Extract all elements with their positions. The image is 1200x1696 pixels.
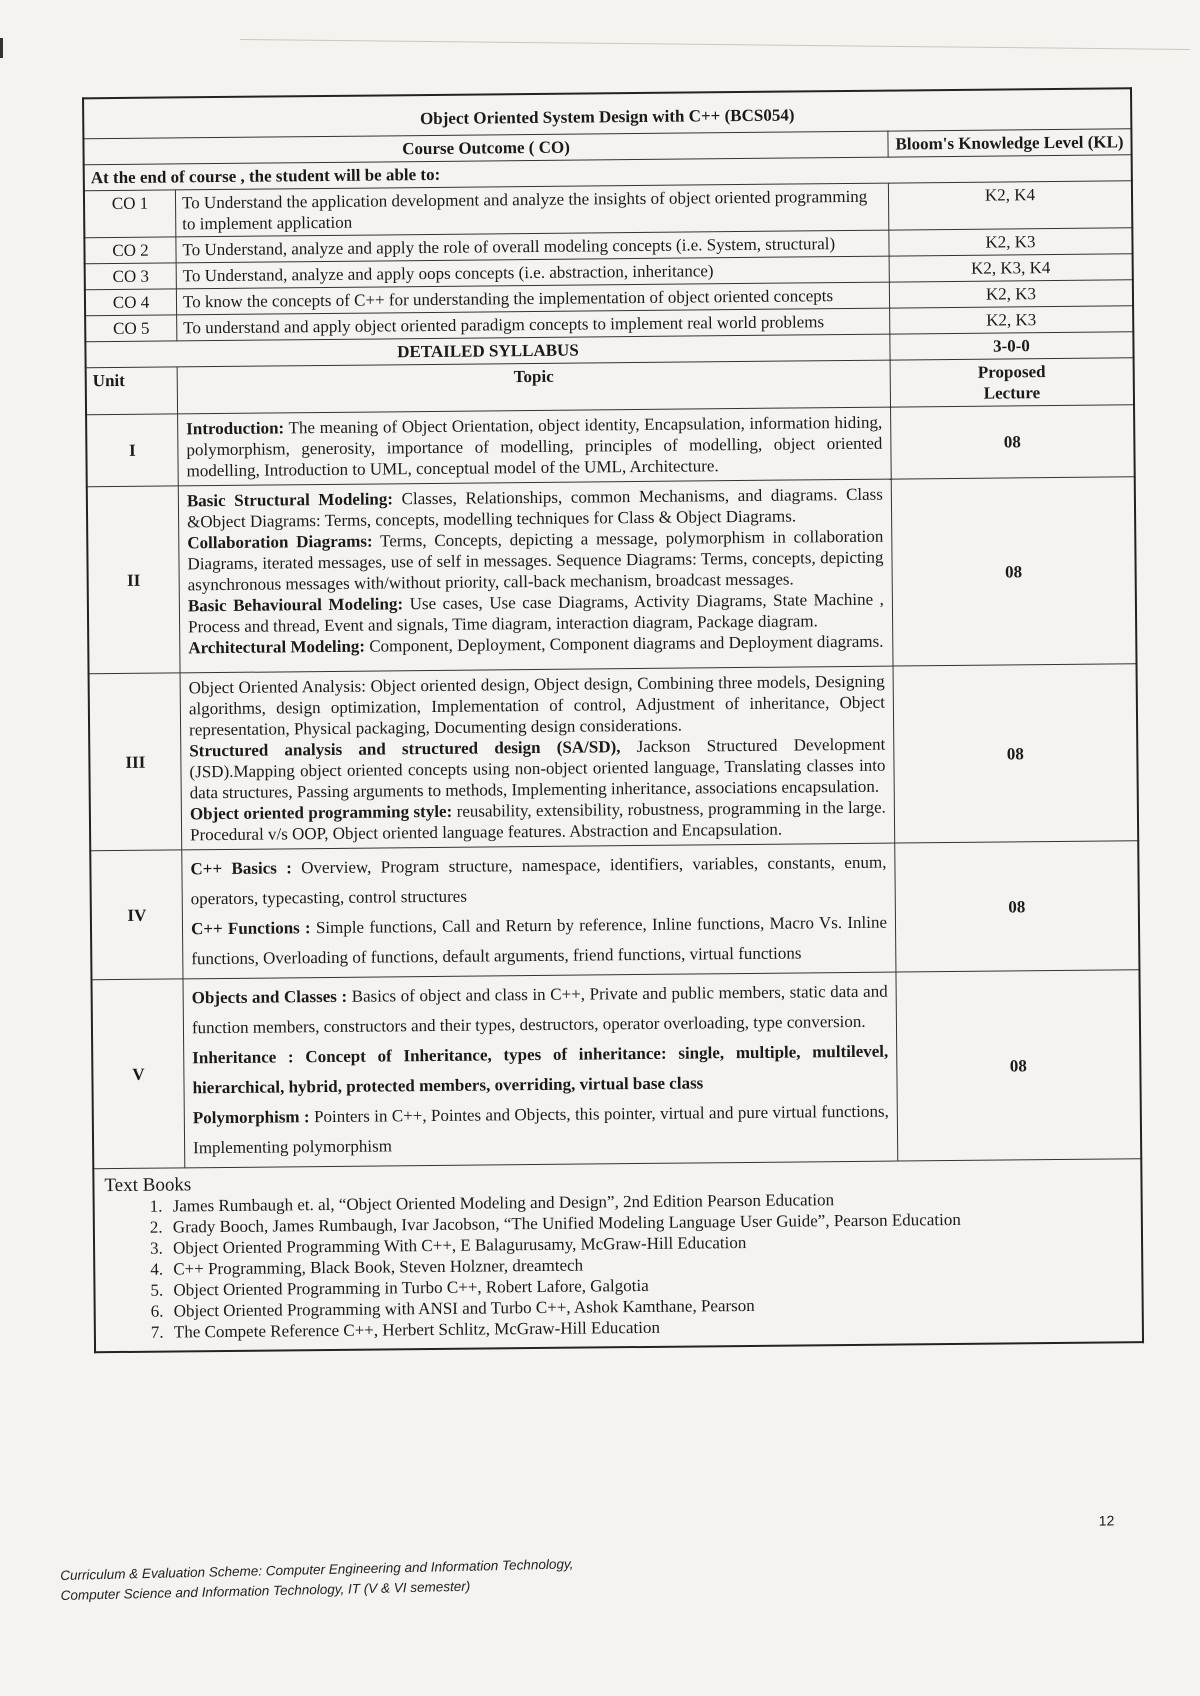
syllabus-page	[82, 87, 1200, 1548]
co-intro: At the end of course , the student will be able to:	[84, 155, 1132, 191]
unit-topic	[183, 972, 898, 1168]
scan-edge-mark	[0, 38, 3, 58]
unit-number: II	[87, 486, 180, 674]
lecture-header-line1: Proposed	[977, 362, 1046, 382]
unit-number: III	[89, 673, 182, 851]
text-books-section	[93, 1159, 1143, 1353]
unit-lectures: 08	[891, 405, 1135, 479]
topic-text: Object Oriented Analysis: Object oriented design, Object design, Combining three models, Designing algorithms, design optimization, Implementation of control, Adjustment of inheritance, Object representation, Physical packaging, Documenting design considerations.	[188, 671, 885, 740]
unit-topic	[182, 843, 896, 979]
topic-text: Pointers in C++, Pointes and Objects, this pointer, virtual and pure virtual functions, Implementing polymorphism	[193, 1101, 889, 1158]
page-footer	[60, 1554, 574, 1606]
unit-number: V	[91, 979, 184, 1169]
text-book-item: 1. James Rumbaugh et. al, “Object Oriented Modeling and Design”, 2nd Edition Pearson Education	[167, 1186, 1131, 1216]
topic-heading: Basic Behavioural Modeling:	[187, 594, 404, 616]
topic-text: Terms, Concepts, depicting a message, polymorphism in collaboration Diagrams, iterated messages, use of self in messages. Sequence Diagrams: Terms, concepts, depicting asynchronous messages with/without priority, call-back mechanism, broadcast messages.	[187, 526, 884, 595]
topic-text: Component, Deployment, Component diagrams and Deployment diagrams.	[364, 631, 884, 656]
topic-heading: Inheritance : Concept of Inheritance, types of inheritance: single, multiple, multilevel, hierarchical, hybrid, protected members, overriding, virtual base class	[192, 1041, 889, 1098]
lecture-header-line2: Lecture	[983, 383, 1041, 403]
lecture-column-header	[890, 358, 1134, 407]
topic-heading: Polymorphism :	[192, 1107, 310, 1128]
unit-topic	[180, 666, 895, 850]
detailed-syllabus-title: DETAILED SYLLABUS	[85, 334, 890, 368]
topic-heading: Structured analysis and structured design (SA/SD),	[189, 737, 621, 761]
outcome-kl: K2, K3	[890, 306, 1134, 334]
course-outcome-header: Course Outcome ( CO)	[83, 131, 888, 165]
ltp-value: 3-0-0	[890, 332, 1134, 360]
outcome-kl: K2, K3	[889, 228, 1133, 256]
course-title: Object Oriented System Design with C++ (BCS054)	[83, 88, 1131, 139]
outcome-id: CO 1	[84, 190, 176, 238]
topic-heading: Objects and Classes :	[191, 986, 348, 1008]
unit-row-2	[87, 477, 1137, 674]
text-books-list	[105, 1186, 1132, 1343]
unit-row-3	[89, 664, 1139, 851]
syllabus-table	[82, 87, 1144, 1353]
unit-number: I	[86, 414, 178, 487]
unit-lectures: 08	[895, 841, 1140, 972]
topic-text: Simple functions, Call and Return by reference, Inline functions, Macro Vs. Inline functions, Overloading of functions, default arguments, friend functions, virtual functions	[191, 912, 888, 969]
outcome-kl: K2, K3	[889, 280, 1133, 308]
topic-heading: Architectural Modeling:	[188, 636, 366, 658]
outcome-id: CO 2	[84, 237, 176, 264]
outcome-kl: K2, K4	[888, 181, 1132, 230]
text-book-item: 7. The Compete Reference C++, Herbert Schlitz, McGraw-Hill Education	[168, 1312, 1132, 1342]
outcome-text: To Understand the application development and analyze the insights of object oriented programming to implement application	[175, 183, 888, 237]
unit-row-1	[86, 405, 1135, 487]
unit-row-5	[91, 970, 1141, 1169]
unit-column-header: Unit	[86, 367, 178, 415]
topic-text: Use cases, Use case Diagrams, Activity Diagrams, State Machine , Process and thread, Event and signals, Time diagram, interaction diagram, Package diagram.	[188, 589, 884, 637]
footer-line-1: Curriculum & Evaluation Scheme: Computer Engineering and Information Technology,	[60, 1556, 574, 1583]
outcome-id: CO 5	[85, 315, 177, 342]
topic-heading: C++ Functions :	[190, 918, 311, 939]
topic-heading: Collaboration Diagrams:	[187, 531, 373, 553]
unit-lectures: 08	[896, 970, 1141, 1161]
knowledge-level-header: Bloom's Knowledge Level (KL)	[888, 129, 1132, 157]
topic-heading: Object oriented programming style:	[189, 801, 453, 824]
topic-column-header: Topic	[177, 360, 890, 414]
text-book-item: 2. Grady Booch, James Rumbaugh, Ivar Jacobson, “The Unified Modeling Language User Guide”, Pearson Education	[167, 1207, 1131, 1237]
topic-heading: Basic Structural Modeling:	[186, 489, 394, 511]
unit-topic	[178, 407, 892, 486]
outcome-text: To Understand, analyze and apply the role of overall modeling concepts (i.e. System, structural)	[176, 230, 889, 263]
footer-line-2: Computer Science and Information Technology, IT (V & VI semester)	[60, 1578, 471, 1603]
unit-lectures: 08	[893, 664, 1138, 843]
text-book-item: 6. Object Oriented Programming with ANSI and Turbo C++, Ashok Kamthane, Pearson	[168, 1291, 1132, 1321]
text-books-heading: Text Books	[104, 1174, 192, 1197]
outcome-text: To Understand, analyze and apply oops concepts (i.e. abstraction, inheritance)	[176, 256, 889, 289]
topic-text: Basics of object and class in C++, Private and public members, static data and function members, constructors and their types, destructors, operator overloading, type conversion.	[191, 981, 888, 1038]
topic-text: Jackson Structured Development (JSD).Mapping object oriented concepts using non-object oriented language, Translating classes into data structures, Passing arguments to methods, Implementing inheritance, associations encapsulation.	[189, 734, 886, 803]
unit-lectures: 08	[891, 477, 1136, 666]
outcome-id: CO 4	[85, 289, 177, 316]
topic-text: Classes, Relationships, common Mechanisms, and diagrams. Class &Object Diagrams: Terms, concepts, modelling techniques for Class & Object Diagrams.	[187, 484, 883, 532]
text-book-item: 5. Object Oriented Programming in Turbo C++, Robert Lafore, Galgotia	[167, 1270, 1131, 1300]
unit-topic	[178, 479, 893, 673]
topic-text: Overview, Program structure, namespace, identifiers, variables, constants, enum, operators, typecasting, control structures	[190, 852, 887, 909]
topic-heading: C++ Basics :	[190, 858, 292, 879]
outcome-text: To understand and apply object oriented paradigm concepts to implement real world problems	[177, 308, 890, 341]
unit-row-4	[90, 841, 1139, 980]
text-book-item: 3. Object Oriented Programming With C++, E Balagurusamy, McGraw-Hill Education	[167, 1228, 1131, 1258]
outcome-text: To know the concepts of C++ for understanding the implementation of object oriented concepts	[176, 282, 889, 315]
topic-heading: Introduction:	[186, 418, 285, 439]
scan-fold-line	[240, 39, 1190, 50]
text-book-item: 4. C++ Programming, Black Book, Steven Holzner, dreamtech	[167, 1249, 1131, 1279]
topic-text: The meaning of Object Orientation, object identity, Encapsulation, information hiding, polymorphism, generosity, importance of modelling, principles of modelling, object oriented modelling, Introduction to UML, conceptual model of the UML, Architecture.	[186, 412, 883, 481]
topic-text: reusability, extensibility, robustness, programming in the large. Procedural v/s OOP, Object oriented language features. Abstraction and Encapsulation.	[190, 797, 886, 845]
page-number: 12	[1098, 1512, 1115, 1529]
unit-number: IV	[90, 850, 183, 980]
outcome-kl: K2, K3, K4	[889, 254, 1133, 282]
outcome-id: CO 3	[85, 263, 177, 290]
